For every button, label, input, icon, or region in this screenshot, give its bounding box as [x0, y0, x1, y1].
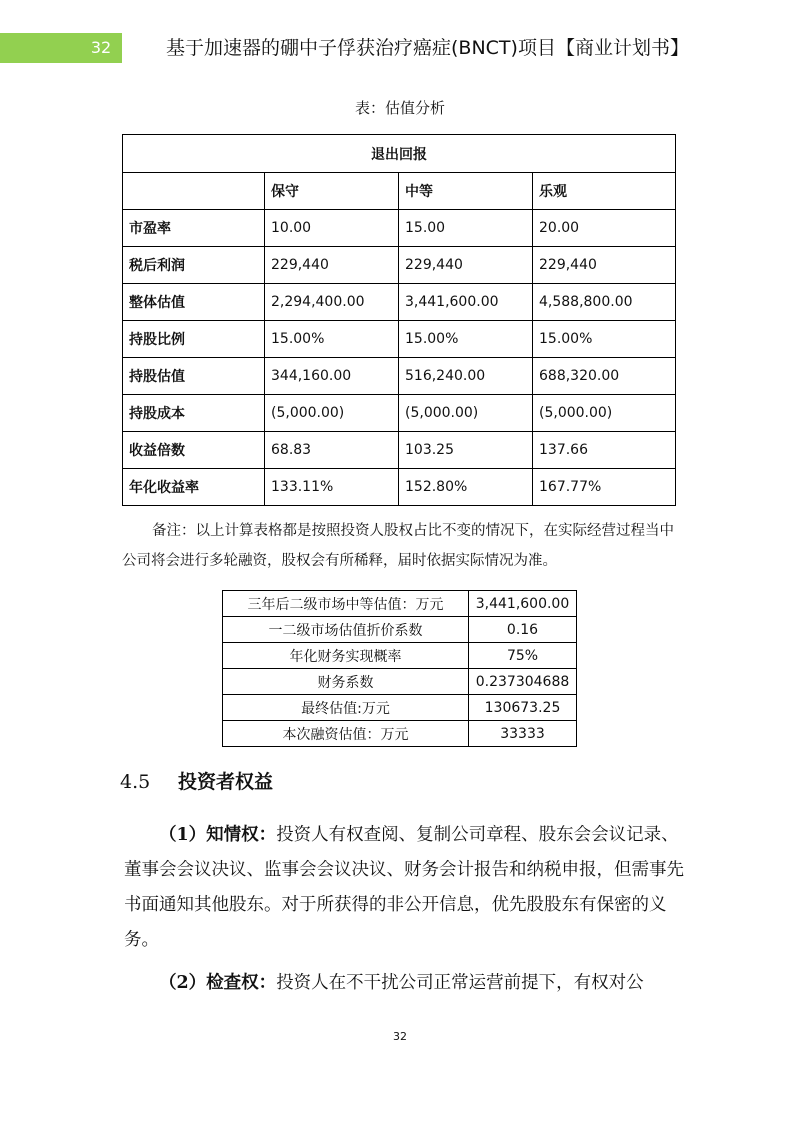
document-title: 基于加速器的硼中子俘获治疗癌症(BNCT)项目【商业计划书】: [166, 37, 689, 59]
row-label-cell: 财务系数: [223, 669, 469, 695]
value-cell: 68.83: [265, 432, 399, 469]
value-cell: 15.00: [399, 210, 533, 247]
value-cell: (5,000.00): [399, 395, 533, 432]
row-label-cell: 年化财务实现概率: [223, 643, 469, 669]
row-label-cell: 最终估值:万元: [223, 695, 469, 721]
value-cell: 167.77%: [533, 469, 676, 506]
row-label-cell: 持股比例: [123, 321, 265, 358]
page-number-tab: [0, 33, 122, 63]
value-cell: 4,588,800.00: [533, 284, 676, 321]
value-cell: 229,440: [265, 247, 399, 284]
value-cell: 3,441,600.00: [399, 284, 533, 321]
row-label-cell: 持股成本: [123, 395, 265, 432]
value-cell: 130673.25: [469, 695, 577, 721]
row-label-cell: 税后利润: [123, 247, 265, 284]
paragraph-lead: （2）检查权：: [159, 973, 277, 993]
value-cell: (5,000.00): [533, 395, 676, 432]
table-row: [223, 669, 577, 695]
value-cell: 15.00%: [265, 321, 399, 358]
value-cell: 2,294,400.00: [265, 284, 399, 321]
paragraph-inspection-right: [124, 966, 684, 1001]
header-cell: 乐观: [533, 173, 676, 210]
table-row: [123, 284, 676, 321]
value-cell: 20.00: [533, 210, 676, 247]
table-row: [123, 247, 676, 284]
note-paragraph: 备注：以上计算表格都是按照投资人股权占比不变的情况下，在实际经营过程当中公司将会进行多轮融资，股权会有所稀释，届时依据实际情况为准。: [122, 523, 674, 569]
row-label-cell: 收益倍数: [123, 432, 265, 469]
value-cell: 344,160.00: [265, 358, 399, 395]
summary-table: [222, 590, 577, 747]
value-cell: 3,441,600.00: [469, 591, 577, 617]
table-row: [123, 321, 676, 358]
header-cell: 保守: [265, 173, 399, 210]
value-cell: 229,440: [533, 247, 676, 284]
value-cell: 0.237304688: [469, 669, 577, 695]
table-row: [223, 617, 577, 643]
table-caption: 表：估值分析: [354, 99, 445, 117]
table-row: [123, 210, 676, 247]
section-title: 投资者权益: [178, 771, 274, 793]
table-row: [123, 432, 676, 469]
row-label-cell: 三年后二级市场中等估值：万元: [223, 591, 469, 617]
value-cell: 152.80%: [399, 469, 533, 506]
valuation-header-row: [123, 173, 676, 210]
value-cell: 137.66: [533, 432, 676, 469]
paragraph-text: 投资人有权查阅、复制公司章程、股东会会议记录、董事会会议决议、监事会会议决议、财务会计报告和纳税申报，但需事先书面通知其他股东。对于所获得的非公开信息，优先股股东有保密的义务。: [124, 825, 684, 950]
value-cell: 516,240.00: [399, 358, 533, 395]
row-label-cell: 本次融资估值：万元: [223, 721, 469, 747]
section-number: 4.5: [120, 771, 151, 793]
valuation-title-row: [123, 135, 676, 173]
value-cell: 133.11%: [265, 469, 399, 506]
table-row: [123, 358, 676, 395]
table-row: [223, 591, 577, 617]
value-cell: 15.00%: [533, 321, 676, 358]
table-row: [223, 643, 577, 669]
paragraph-right-to-know: [124, 818, 684, 958]
table-row: [123, 469, 676, 506]
value-cell: 33333: [469, 721, 577, 747]
valuation-table-title: 退出回报: [123, 135, 676, 173]
footer-page-number: 32: [393, 1030, 407, 1043]
value-cell: 0.16: [469, 617, 577, 643]
value-cell: 103.25: [399, 432, 533, 469]
row-label-cell: 整体估值: [123, 284, 265, 321]
row-label-cell: 持股估值: [123, 358, 265, 395]
table-row: [223, 721, 577, 747]
value-cell: 688,320.00: [533, 358, 676, 395]
row-label-cell: 市盈率: [123, 210, 265, 247]
page-tab-number: 32: [90, 38, 112, 57]
value-cell: 229,440: [399, 247, 533, 284]
row-label-cell: 一二级市场估值折价系数: [223, 617, 469, 643]
header-cell: 中等: [399, 173, 533, 210]
paragraph-lead: （1）知情权：: [159, 825, 277, 845]
value-cell: (5,000.00): [265, 395, 399, 432]
paragraph-text: 投资人在不干扰公司正常运营前提下，有权对公: [276, 973, 644, 993]
valuation-table: [122, 134, 676, 506]
table-row: [123, 395, 676, 432]
value-cell: 10.00: [265, 210, 399, 247]
header-cell: [123, 173, 265, 210]
value-cell: 75%: [469, 643, 577, 669]
row-label-cell: 年化收益率: [123, 469, 265, 506]
table-row: [223, 695, 577, 721]
value-cell: 15.00%: [399, 321, 533, 358]
